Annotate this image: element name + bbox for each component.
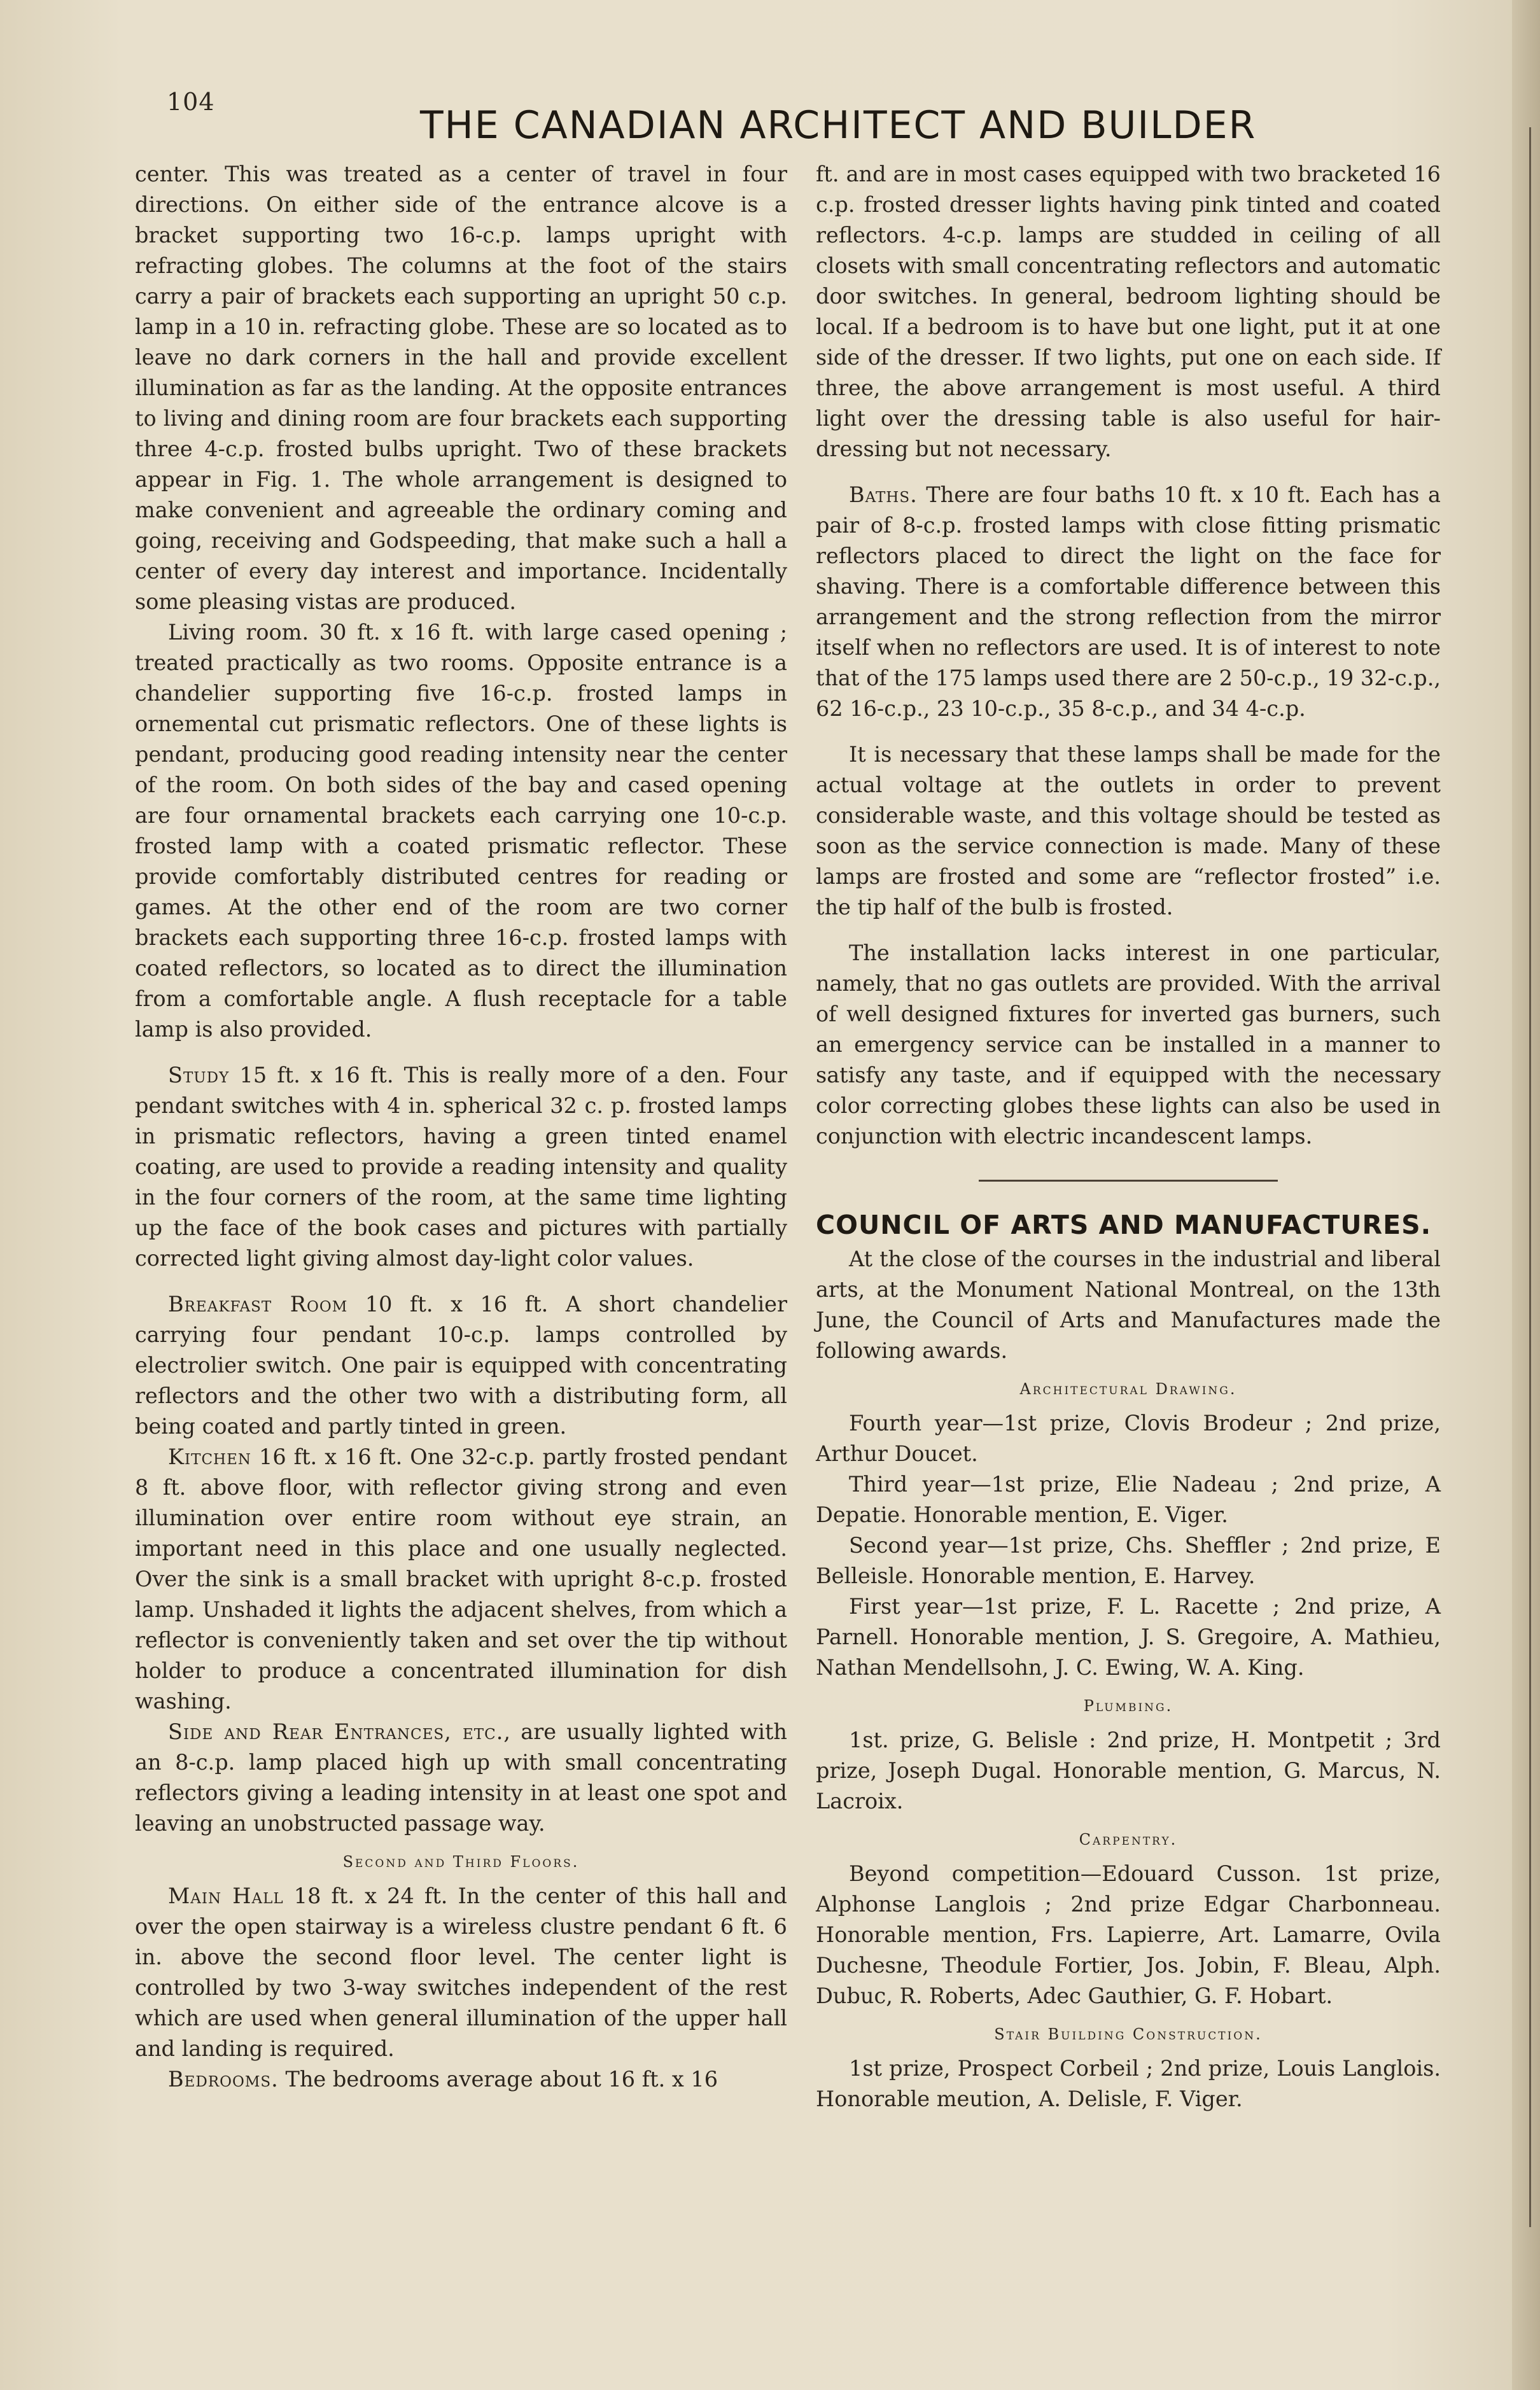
award-third-year: Third year—1st prize, Elie Nadeau ; 2nd prize, A Depatie. Honorable mention, E. Viger. [816, 1472, 1441, 1527]
bedrooms-text: The bedrooms average about 16 ft. x 16 [278, 2067, 718, 2092]
entrances-lead: Side and Rear Entrances, etc. [168, 1719, 504, 1744]
page-edge [1512, 0, 1540, 2390]
study-text: 15 ft. x 16 ft. This is really more of a den. Four pendant switches with 4 in. spherical 32 c. p. frosted lamps in prismatic reflectors, having a green tinted enamel coating, are used to provide a reading intensity and quality in the four corners of the room, at the same time lighting up the face of the book cases and pictures with partially corrected light giving almost day-light color values. [135, 1063, 787, 1271]
bedrooms-lead: Bedrooms. [168, 2067, 279, 2092]
award-first-year: First year—1st prize, F. L. Racette ; 2nd prize, A Parnell. Honorable mention, J. S. Gregoire, A. Mathieu, Nathan Mendellsohn, J. C. Ewing, W. A. King. [816, 1594, 1441, 1680]
entrances-text: , are usually lighted with an 8-c.p. lamp placed high up with small concentrating reflectors giving a leading intensity in at least one spot and leaving an unobstructed passage way. [135, 1719, 787, 1836]
subhead-stair-building: Stair Building Construction. [994, 2025, 1263, 2043]
left-column [135, 159, 787, 2095]
subhead-second-third-floors: Second and Third Floors. [342, 1853, 580, 1871]
section-divider [979, 1180, 1278, 1182]
subhead-plumbing: Plumbing. [1083, 1697, 1173, 1715]
paragraph-main-hall [135, 1881, 787, 2064]
paragraph-baths [816, 480, 1441, 724]
baths-text: There are four baths 10 ft. x 10 ft. Each has a pair of 8-c.p. frosted lamps with close fitting prismatic reflectors placed to direct the light on the face for shaving. There is a comfortable difference between this arrangement and the strong reflection from the mirror itself when no reflectors are used. It is of interest to note that of the 175 lamps used there are 2 50-c.p., 19 32-c.p., 62 16-c.p., 23 10-c.p., 35 8-c.p., and 34 4-c.p. [816, 482, 1441, 721]
study-lead: Study [168, 1063, 230, 1087]
award-second-year: Second year—1st prize, Chs. Sheffler ; 2nd prize, E Belleisle. Honorable mention, E. Harvey. [816, 1533, 1441, 1588]
paragraph-council-intro: At the close of the courses in the industrial and liberal arts, at the Monument National Montreal, on the 13th June, the Council of Arts and Manufactures made the following awards. [816, 1247, 1441, 1363]
paragraph-living-room: Living room. 30 ft. x 16 ft. with large cased opening ; treated practically as two rooms. Opposite entrance is a chandelier supporting five 16-c.p. frosted lamps in ornemental cut prismatic reflectors. One of these lights is pendant, producing good reading intensity near the center of the room. On both sides of the bay and cased opening are four ornamental brackets each carrying one 10-c.p. frosted lamp with a coated prismatic reflector. These provide comfortably distributed centres for reading or games. At the other end of the room are two corner brackets each supporting three 16-c.p. frosted lamps with coated reflectors, so located as to direct the illumination from a comfortable angle. A flush receptacle for a table lamp is also provided. [135, 620, 787, 1042]
award-fourth-year: Fourth year—1st prize, Clovis Brodeur ; 2nd prize, Arthur Doucet. [816, 1411, 1441, 1466]
section-title: COUNCIL OF ARTS AND MANUFACTURES. [816, 1210, 1432, 1240]
baths-lead: Baths. [849, 482, 918, 507]
paragraph-gas: The installation lacks interest in one particular, namely, that no gas outlets are provided. With the arrival of well designed fixtures for inverted gas burners, such an emergency service can be installed in a manner to satisfy any taste, and if equipped with the necessary color correcting globes these lights can also be used in conjunction with electric incandescent lamps. [816, 940, 1441, 1149]
award-plumbing: 1st. prize, G. Belisle : 2nd prize, H. Montpetit ; 3rd prize, Joseph Dugal. Honorable mention, G. Marcus, N. Lacroix. [816, 1728, 1441, 1813]
running-title: THE CANADIAN ARCHITECT AND BUILDER [420, 103, 1257, 148]
paragraph-kitchen [135, 1442, 787, 1717]
paragraph-bedrooms-cont: ft. and are in most cases equipped with two bracketed 16 c.p. frosted dresser lights having pink tinted and coated reflectors. 4-c.p. lamps are studded in ceiling of all closets with small concentrating reflectors and automatic door switches. In general, bedroom lighting should be local. If a bedroom is to have but one light, put it at one side of the dresser. If two lights, put one on each side. If three, the above arrangement is most useful. A third light over the dressing table is also useful for hair-dressing but not necessary. [816, 162, 1441, 461]
paragraph-entrances [135, 1717, 787, 1839]
paragraph-breakfast-room [135, 1289, 787, 1442]
paragraph-voltage: It is necessary that these lamps shall be made for the actual voltage at the outlets in order to prevent considerable waste, and this voltage should be tested as soon as the service connection is made. Many of these lamps are frosted and some are “reflector frosted” i.e. the tip half of the bulb is frosted. [816, 742, 1441, 919]
main-hall-text: 18 ft. x 24 ft. In the center of this hall and over the open stairway is a wireless clustre pendant 6 ft. 6 in. above the second floor level. The center light is controlled by two 3-way switches independent of the rest which are used when general illumination of the upper hall and landing is required. [135, 1883, 787, 2061]
award-carpentry: Beyond competition—Edouard Cusson. 1st prize, Alphonse Langlois ; 2nd prize Edgar Charbonneau. Honorable mention, Frs. Lapierre, Art. Lamarre, Ovila Duchesne, Theodule Fortier, Jos. Jobin, F. Bleau, Alph. Dubuc, R. Roberts, Adec Gauthier, G. F. Hobart. [816, 1861, 1441, 2008]
kitchen-text: 16 ft. x 16 ft. One 32-c.p. partly frosted pendant 8 ft. above floor, with reflector giving strong and even illumination over entire room without eye strain, an important need in this place and one usually neglected. Over the sink is a small bracket with upright 8-c.p. frosted lamp. Unshaded it lights the adjacent shelves, from which a reflector is conveniently taken and set over the tip without holder to produce a concentrated illumination for dish washing. [135, 1444, 787, 1714]
page-number: 104 [167, 88, 215, 116]
paragraph-hall: center. This was treated as a center of travel in four directions. On either side of the entrance alcove is a bracket supporting two 16-c.p. lamps upright with refracting globes. The columns at the foot of the stairs carry a pair of brackets each supporting an upright 50 c.p. lamp in a 10 in. refracting globe. These are so located as to leave no dark corners in the hall and provide excellent illumination as far as the landing. At the opposite entrances to living and dining room are four brackets each supporting three 4-c.p. frosted bulbs upright. Two of these brackets appear in Fig. 1. The whole arrangement is designed to make convenient and agreeable the ordinary coming and going, receiving and Godspeeding, that make such a hall a center of every day interest and importance. Incidentally some pleasing vistas are produced. [135, 162, 787, 614]
main-hall-lead: Main Hall [168, 1883, 284, 1908]
award-stair-building: 1st prize, Prospect Corbeil ; 2nd prize, Louis Langlois. Honorable meution, A. Delisle, F. Viger. [816, 2056, 1441, 2111]
subhead-architectural-drawing: Architectural Drawing. [1019, 1380, 1237, 1398]
breakfast-text: 10 ft. x 16 ft. A short chandelier carrying four pendant 10-c.p. lamps controlled by electrolier switch. One pair is equipped with concentrating reflectors and the other two with a distributing form, all being coated and partly tinted in green. [135, 1292, 787, 1439]
gutter-line [1529, 127, 1531, 2227]
subhead-carpentry: Carpentry. [1079, 1831, 1178, 1848]
paragraph-bedrooms [135, 2064, 787, 2095]
paragraph-study [135, 1060, 787, 1274]
breakfast-lead: Breakfast Room [168, 1292, 348, 1317]
kitchen-lead: Kitchen [168, 1444, 252, 1469]
right-column [816, 159, 1441, 2114]
